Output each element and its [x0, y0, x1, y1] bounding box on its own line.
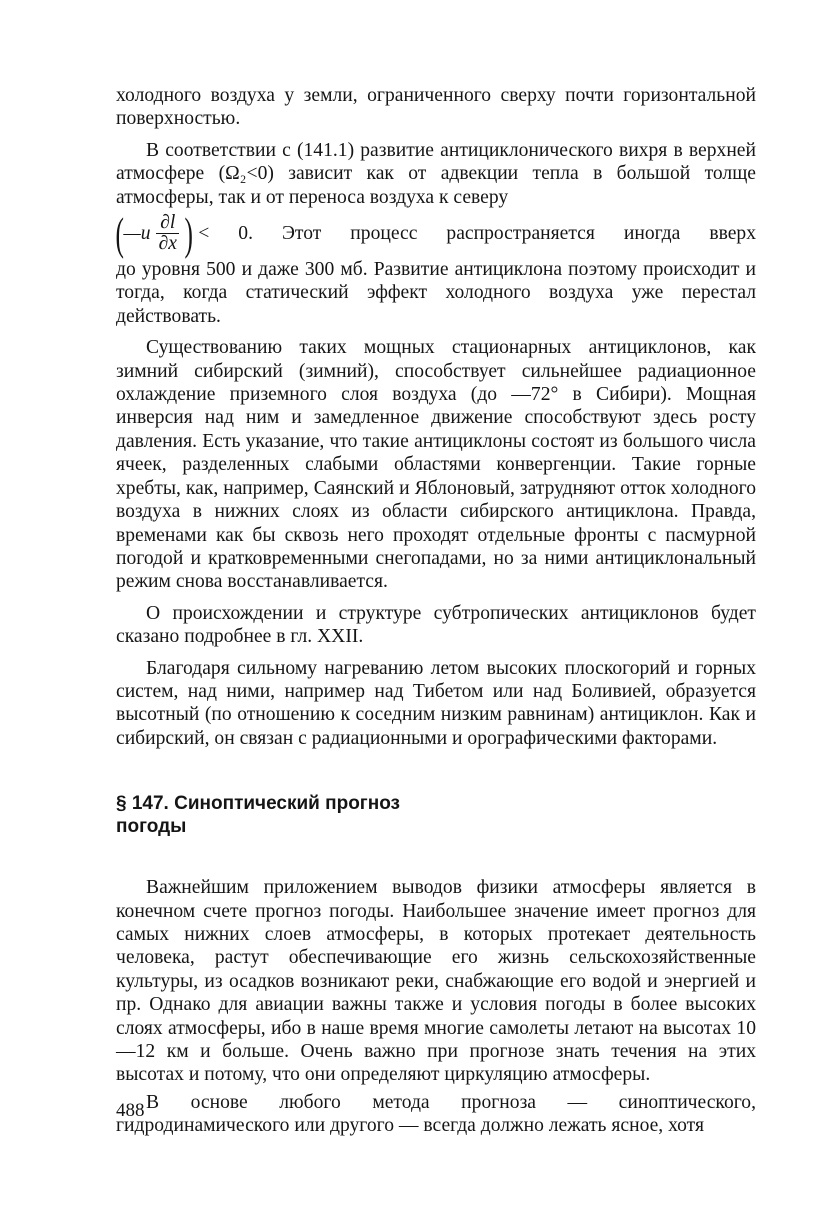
paragraph-siberian-anticyclone: Существованию таких мощных стационарных антициклонов, как зимний сибирский (зимний), способствует сильнейшее радиационное охлаждение приземного слоя воздуха (до —72° в Сибири). Мощная инверсия над ним и замедленное движение способствуют здесь росту давления. Есть указание, что такие антициклоны состоят из большого числа ячеек, разделенных слабыми областями конвергенции. Такие горные хребты, как, например, Саянский и Яблоновый, затрудняют отток холодного воздуха в нижних слоях из области сибирского антициклона. Правда, временами как бы сквозь него проходят отдельные фронты с пасмурной погодой и кратковременными снегопадами, но за ними антициклональный режим снова восстанавливается.: [116, 337, 756, 593]
formula-numerator: ∂l: [156, 213, 179, 234]
right-paren: ): [184, 207, 193, 259]
paragraph-anticyclone-development: В соответствии с (141.1) развитие антициклонического вихря в верхней атмосфере (Ω₂<0) зависит как от адвекции тепла в большой толще атмосферы, так и от переноса воздуха к северу: [116, 139, 756, 208]
section-title-line1: § 147. Синоптический прогноз: [116, 793, 400, 815]
section-heading: [116, 792, 756, 838]
page-body: [116, 84, 756, 1138]
left-paren: (: [115, 207, 124, 259]
paragraph-forecast-method: В основе любого метода прогноза — синоптического, гидродинамического или другого — всегда должно лежать ясное, хотя: [116, 1091, 756, 1137]
formula-denominator: ∂x: [158, 233, 177, 255]
paragraph-subtropical: О происхождении и структуре субтропических антициклонов будет сказано подробнее в гл. XXII.: [116, 602, 756, 648]
formula-minus-u: —u: [123, 222, 151, 244]
section-title-line2: погоды: [116, 816, 187, 838]
page-number: 488: [116, 1100, 145, 1121]
formula-fraction: [155, 213, 181, 254]
formula-rest-text: < 0. Этот процесс распространяется иногда вверх: [198, 222, 756, 244]
paragraph-high-plateaus: Благодаря сильному нагреванию летом высоких плоскогорий и горных систем, над ними, например над Тибетом или над Боливией, образуется высотный (по отношению к соседним низким равнинам) антициклон. Как и сибирский, он связан с радиационными и орографическими факторами.: [116, 657, 756, 749]
paragraph-anticyclone-levels: до уровня 500 и даже 300 мб. Развитие антициклона поэтому происходит и тогда, когда статический эффект холодного воздуха уже перестал действовать.: [116, 259, 756, 327]
paragraph-continued: холодного воздуха у земли, ограниченного сверху почти горизонтальной поверхностью.: [116, 85, 756, 130]
formula-line: [115, 207, 756, 259]
paragraph-forecast-importance: Важнейшим приложением выводов физики атмосферы является в конечном счете прогноз погоды. Наибольшее значение имеет прогноз для самых нижних слоев атмосферы, в которых протекает деятельность человека, растут обеспечивающие его жизнь сельскохозяйственные культуры, из осадков возникают реки, снабжающие его водой и энергией и пр. Однако для авиации важны также и условия погоды в более высоких слоях атмосферы, ибо в наше время многие самолеты летают на высотах 10—12 км и больше. Очень важно при прогнозе знать течения на этих высотах и потому, что они определяют циркуляцию атмосферы.: [116, 877, 756, 1086]
